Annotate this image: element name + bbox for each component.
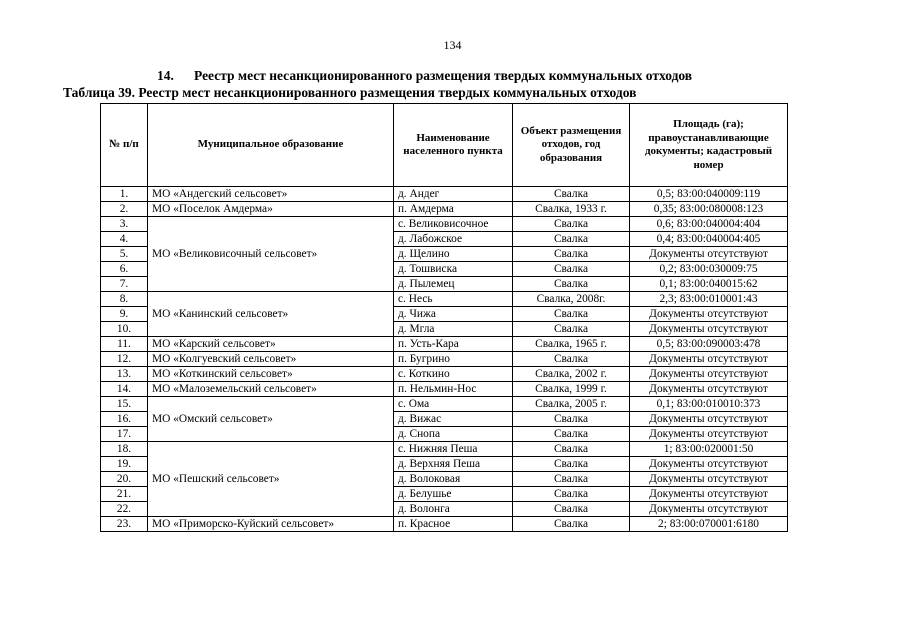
waste-object-cell: Свалка, 2005 г. — [513, 397, 630, 412]
table-row — [101, 382, 788, 397]
settlement-cell: п. Бугрино — [394, 352, 513, 367]
settlement-cell: с. Нижняя Пеша — [394, 442, 513, 457]
area-documents-cell: 0,5; 83:00:090003:478 — [630, 337, 788, 352]
waste-object-cell: Свалка — [513, 352, 630, 367]
municipality-cell: МО «Малоземельский сельсовет» — [148, 382, 394, 397]
area-documents-cell: Документы отсутствуют — [630, 472, 788, 487]
municipality-cell: МО «Великовисочный сельсовет» — [148, 217, 394, 292]
waste-object-cell: Свалка — [513, 442, 630, 457]
municipality-cell: МО «Канинский сельсовет» — [148, 292, 394, 337]
section-number: 14. — [157, 68, 174, 83]
page-number: 134 — [443, 38, 462, 52]
waste-object-cell: Свалка — [513, 412, 630, 427]
row-number: 4. — [101, 232, 148, 247]
row-number: 23. — [101, 517, 148, 532]
row-number: 6. — [101, 262, 148, 277]
registry-table — [100, 103, 788, 532]
row-number: 22. — [101, 502, 148, 517]
area-documents-cell: Документы отсутствуют — [630, 367, 788, 382]
area-documents-cell: 1; 83:00:020001:50 — [630, 442, 788, 457]
row-number: 13. — [101, 367, 148, 382]
waste-object-cell: Свалка — [513, 322, 630, 337]
row-number: 2. — [101, 202, 148, 217]
settlement-cell: д. Снопа — [394, 427, 513, 442]
area-documents-cell: 0,5; 83:00:040009:119 — [630, 187, 788, 202]
header-municipality: Муниципальное образование — [148, 104, 394, 187]
table-row — [101, 352, 788, 367]
table-row — [101, 517, 788, 532]
row-number: 21. — [101, 487, 148, 502]
table-row — [101, 187, 788, 202]
row-number: 5. — [101, 247, 148, 262]
area-documents-cell: 2; 83:00:070001:6180 — [630, 517, 788, 532]
settlement-cell: д. Щелино — [394, 247, 513, 262]
row-number: 1. — [101, 187, 148, 202]
settlement-cell: д. Волонга — [394, 502, 513, 517]
settlement-cell: д. Тошвиска — [394, 262, 513, 277]
settlement-cell: д. Андег — [394, 187, 513, 202]
header-area: Площадь (га); правоустанавливающие документы; кадастровый номер — [630, 104, 788, 187]
settlement-cell: с. Ома — [394, 397, 513, 412]
table-row — [101, 292, 788, 307]
waste-object-cell: Свалка — [513, 457, 630, 472]
row-number: 15. — [101, 397, 148, 412]
municipality-cell: МО «Поселок Амдерма» — [148, 202, 394, 217]
waste-object-cell: Свалка — [513, 502, 630, 517]
waste-object-cell: Свалка — [513, 472, 630, 487]
settlement-cell: д. Чижа — [394, 307, 513, 322]
table-row — [101, 337, 788, 352]
area-documents-cell: 0,1; 83:00:040015:62 — [630, 277, 788, 292]
row-number: 20. — [101, 472, 148, 487]
waste-object-cell: Свалка — [513, 262, 630, 277]
header-num: № п/п — [101, 104, 148, 187]
waste-object-cell: Свалка — [513, 277, 630, 292]
header-settlement: Наименование населенного пункта — [394, 104, 513, 187]
table-caption: Таблица 39. Реестр мест несанкционированного размещения твердых коммунальных отходов — [63, 85, 637, 100]
municipality-cell: МО «Андегский сельсовет» — [148, 187, 394, 202]
row-number: 17. — [101, 427, 148, 442]
area-documents-cell: Документы отсутствуют — [630, 427, 788, 442]
settlement-cell: д. Пылемец — [394, 277, 513, 292]
area-documents-cell: 2,3; 83:00:010001:43 — [630, 292, 788, 307]
settlement-cell: п. Амдерма — [394, 202, 513, 217]
waste-object-cell: Свалка — [513, 232, 630, 247]
area-documents-cell: 0,2; 83:00:030009:75 — [630, 262, 788, 277]
header-object: Объект размещения отходов, год образования — [513, 104, 630, 187]
settlement-cell: с. Коткино — [394, 367, 513, 382]
settlement-cell: д. Лабожское — [394, 232, 513, 247]
settlement-cell: п. Усть-Кара — [394, 337, 513, 352]
settlement-cell: п. Нельмин-Нос — [394, 382, 513, 397]
row-number: 14. — [101, 382, 148, 397]
row-number: 19. — [101, 457, 148, 472]
area-documents-cell: Документы отсутствуют — [630, 502, 788, 517]
row-number: 12. — [101, 352, 148, 367]
municipality-cell: МО «Коткинский сельсовет» — [148, 367, 394, 382]
row-number: 7. — [101, 277, 148, 292]
settlement-cell: п. Красное — [394, 517, 513, 532]
area-documents-cell: Документы отсутствуют — [630, 352, 788, 367]
area-documents-cell: Документы отсутствуют — [630, 457, 788, 472]
area-documents-cell: 0,4; 83:00:040004:405 — [630, 232, 788, 247]
waste-object-cell: Свалка — [513, 217, 630, 232]
table-body — [101, 187, 788, 532]
waste-object-cell: Свалка — [513, 427, 630, 442]
table-row — [101, 367, 788, 382]
section-title: Реестр мест несанкционированного размещения твердых коммунальных отходов — [194, 68, 693, 83]
waste-object-cell: Свалка, 2008г. — [513, 292, 630, 307]
settlement-cell: д. Вижас — [394, 412, 513, 427]
row-number: 11. — [101, 337, 148, 352]
row-number: 8. — [101, 292, 148, 307]
area-documents-cell: 0,35; 83:00:080008:123 — [630, 202, 788, 217]
table-row — [101, 202, 788, 217]
municipality-cell: МО «Колгуевский сельсовет» — [148, 352, 394, 367]
area-documents-cell: Документы отсутствуют — [630, 382, 788, 397]
settlement-cell: д. Волоковая — [394, 472, 513, 487]
settlement-cell: д. Мгла — [394, 322, 513, 337]
municipality-cell: МО «Карский сельсовет» — [148, 337, 394, 352]
waste-object-cell: Свалка, 2002 г. — [513, 367, 630, 382]
area-documents-cell: 0,1; 83:00:010010:373 — [630, 397, 788, 412]
row-number: 18. — [101, 442, 148, 457]
waste-object-cell: Свалка, 1999 г. — [513, 382, 630, 397]
waste-object-cell: Свалка — [513, 187, 630, 202]
row-number: 10. — [101, 322, 148, 337]
area-documents-cell: Документы отсутствуют — [630, 307, 788, 322]
waste-object-cell: Свалка — [513, 517, 630, 532]
row-number: 9. — [101, 307, 148, 322]
municipality-cell: МО «Омский сельсовет» — [148, 397, 394, 442]
municipality-cell: МО «Приморско-Куйский сельсовет» — [148, 517, 394, 532]
settlement-cell: д. Верхняя Пеша — [394, 457, 513, 472]
waste-object-cell: Свалка, 1933 г. — [513, 202, 630, 217]
settlement-cell: д. Белушье — [394, 487, 513, 502]
table-header-row — [101, 104, 788, 187]
area-documents-cell: Документы отсутствуют — [630, 247, 788, 262]
settlement-cell: с. Несь — [394, 292, 513, 307]
waste-object-cell: Свалка — [513, 307, 630, 322]
row-number: 3. — [101, 217, 148, 232]
waste-object-cell: Свалка — [513, 487, 630, 502]
area-documents-cell: 0,6; 83:00:040004:404 — [630, 217, 788, 232]
table-row — [101, 217, 788, 232]
waste-object-cell: Свалка — [513, 247, 630, 262]
row-number: 16. — [101, 412, 148, 427]
waste-object-cell: Свалка, 1965 г. — [513, 337, 630, 352]
settlement-cell: с. Великовисочное — [394, 217, 513, 232]
municipality-cell: МО «Пешский сельсовет» — [148, 442, 394, 517]
table-row — [101, 442, 788, 457]
table-row — [101, 397, 788, 412]
area-documents-cell: Документы отсутствуют — [630, 322, 788, 337]
area-documents-cell: Документы отсутствуют — [630, 487, 788, 502]
section-heading — [157, 68, 692, 84]
area-documents-cell: Документы отсутствуют — [630, 412, 788, 427]
